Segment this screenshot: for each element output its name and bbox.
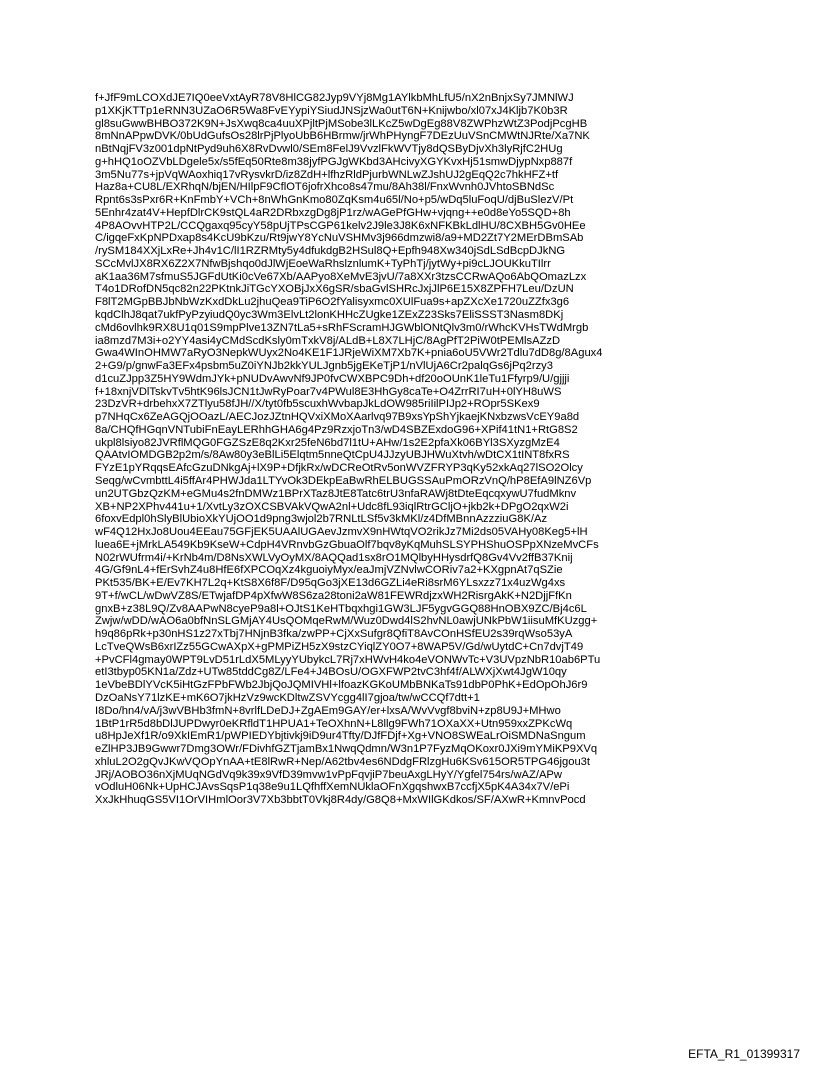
text-line: 3m5Nu77s+jpVqWAoxhiq17vRysvkrD/iz8ZdH+lfhzRldPjurbWNLwZJshUJ2gEqQ2c7hkHFZ+tf bbox=[95, 168, 559, 181]
encoded-text-block bbox=[95, 92, 735, 807]
text-line: 4P8AOvvHTP2L/CCQgaxq95cyY58pUjTPsCGP61kelv2J9le3J8K6xNFKBkLdlHU/8CXBH5Gv0HEe bbox=[95, 219, 586, 232]
text-line: 2+G9/p/gnwFa3EFx4psbm5uZ0iYNJb2kkYULJgnb5jgEKeTjP1/nVlUjA6Cr2palqGs6jPq2rzy3 bbox=[95, 360, 553, 373]
text-line: Haz8a+CU8L/EXRhqN/bjEN/HIlpF9CflOT6jofrXhco8s47mu/8Ah38l/FnxWvnh0JVhtoSBNdSc bbox=[95, 181, 555, 194]
text-line: 1eVbeBDlYVcK5iHtGzFPbFWb2JbjQoJQMIVHl+lfoazKGKoUMbBNKaTs91dbP0PhK+EdOpOhJ6r9 bbox=[95, 679, 588, 692]
text-line: ukpl8lsiyo82JVRflMQG0FGZSzE8q2Kxr25feN6bd7l1tU+AHw/1s2E2pfaXk06BYl3SXyzgMzE4 bbox=[95, 436, 560, 449]
text-line: 8mNnAPpwDVK/0bUdGufsOs28lrPjPlyoUbB6HBrmw/jrWhPHyngF7DEzUuVSnCMWtNJRte/Xa7NK bbox=[95, 130, 590, 143]
text-line: SCcMvlJX8RX6Z2X7NfwBjshqo0dJlWjEoeWaRhslznlumK+TyPhTj/jytWy+pi9cLJOUKkuTIlrr bbox=[95, 257, 551, 270]
text-line: 1BtP1rR5d8bDlJUPDwyr0eKRfldT1HPUA1+TeOXhnN+L8llg9FWh71OXaXX+Utn959xxZPKcWq bbox=[95, 717, 573, 730]
text-line: QAAtvIOMDGB2p2m/s/8Aw80y3eBlLi5Elqtm5nneQtCpU4JJzyUBJHWuXtvh/wDtCX1tINT8fxRS bbox=[95, 449, 570, 462]
text-line: g+hHQ1oOZVbLDgele5x/s5fEq50Rte8m38jyfPGJgWKbd3AHcivyXGYKvxHj51smwDjypNxp887f bbox=[95, 155, 573, 168]
text-line: /rySM184XXjLxRe+Jh4v1C/lI1RZRMty5y4dfukdgB2HSul8Q+Epfh948Xw340jSdLSdBcpDJkNG bbox=[95, 245, 566, 258]
text-line: +PvCFl4gmay0WPT9LvD51rLdX5MLyyYUbykcL7Rj7xHWvH4ko4eVONWvTc+V3UVpzNbR10ab6PTu bbox=[95, 653, 601, 666]
text-line: wF4Q12HxJo8Uou4EEau75GFjEK5UAAlUGAevJzmvX9nHWtqVO2rikJz7Mi2ds05VAHy08Keg5+lH bbox=[95, 526, 588, 539]
text-line: luea6E+jMrkLA549Kb9KseW+CdpH4VRnvbGzGbuaOlf7bqv8yKqMuhSLSYPHShuOSPpXNzeMvCFs bbox=[95, 538, 599, 551]
text-line: FYzE1pYRqqsEAfcGzuDNkgAj+lX9P+DfjkRx/wDCReOtRv5onWVZFRYP3qKy52xkAq27lSO2Olcy bbox=[95, 462, 583, 475]
text-line: Zwjw/wDD/wAO6a0bfNnSLGMjAY4UsQOMqeRwM/Wuz0Dwd4lS2hvNL0awjUNkPbW1iisuMfKUzgg+ bbox=[95, 615, 598, 628]
text-line: PKt535/BK+E/Ev7KH7L2q+KtS8X6f8F/D95qGo3jXE13d6GZLi4eRi8srM6YLsxzz71x4uzWg4xs bbox=[95, 577, 566, 590]
text-line: gnxB+z38L9Q/Zv8AAPwN8cyeP9a8l+OJtS1KeHTbqxhgi1GW3LJF5ygvGGQ88HnOBX9ZC/Bj4c6L bbox=[95, 602, 587, 615]
text-line: 5Enhr4zat4V+HepfDlrCK9stQL4aR2DRbxzgDg8jP1rz/wAGePfGHw+vjqng++e0d8eYo5SQD+8h bbox=[95, 206, 571, 219]
text-line: XB+NP2XPhv441u+1/XvtLy3zOXCSBVAkVQwA2nl+Udc8fL93iqlRtrGCljO+jkb2k+DPgO2qxW2i bbox=[95, 500, 569, 513]
text-line: F8lT2MGpBBJbNbWzKxdDkLu2jhuQea9TiP6O2fYalisyxmc0XUlFua9s+apZXcXe1720uZZfx3g6 bbox=[95, 296, 570, 309]
text-line: XxJkHhuqGS5VI1OrVIHmlOor3V7Xb3bbtT0Vkj8R4dy/G8Q8+MxWIlGKdkos/SF/AXwR+KmnvPocd bbox=[95, 794, 586, 807]
text-line: xhluL2O2gQvJKwVQOpYnAA+tE8lRwR+Nep/A62tbv4es6NDdgFRlzgHu6KSv615OR5TPG46jgou3t bbox=[95, 755, 590, 768]
text-line: N02rWUfrm4i/+KrNb4m/D8NsXWLVyOyMX/8AQQad1sx8rO1MQlbyHHysdrfQ8Gv4Vv2ffB37Knij bbox=[95, 551, 573, 564]
text-line: Rpnt6s3sPxr6R+KnFmbY+VCh+8nWhGnKmo80ZqKsm4u65l/No+p5/wDq5luFoqU/djBuSlezV/Pt bbox=[95, 194, 574, 207]
text-line: Seqg/wCvmbttL4i5ffAr4PHWJda1LTYvOk3DEkpEaBwRhELBUGSSAuPmORzVnQ/hP8EfA9lNZ6Vp bbox=[95, 474, 592, 487]
text-line: kqdClhJ8qat7ukfPyPzyiudQ0yc3Wm3ElvLt2lonKHHcZUgke1ZExZ23Sks7EliSSST3Nasm8DKj bbox=[95, 309, 564, 322]
text-line: h9q86pRk+p30nHS1z27xTbj7HNjnB3fka/zwPP+CjXxSufgr8QfiT8AvCOnHSfEU2s39rqWso53yA bbox=[95, 628, 573, 641]
text-line: LcTveQWsB6xrIZz55GCwAXpX+gPMPiZH5zX9stzCYiqlZY0O7+8WAP5V/Gd/wUytdC+Cn7dvjT49 bbox=[95, 640, 584, 653]
text-line: DzOaNsY71lzKE+mK6O7jkHzVz9wcKDltwZSVYcgg4lI7gjoa/tw/wCCQf7dtt+1 bbox=[95, 691, 480, 704]
text-line: nBtNqjFV3z001dpNtPyd9uh6X8RvDvwl0/SEm8FelJ9VvzlFkWVTjy8dQSByDjvXh3lyRjfC2HUg bbox=[95, 143, 563, 156]
document-id-footer: EFTA_R1_01399317 bbox=[688, 1047, 800, 1061]
text-line: 23DzVR+drbehxX7ZTlyu58fJH//X/tyt0fb5scuxhWvbapJkLdOW985riIilPIJp2+ROpr5SKex9 bbox=[95, 398, 540, 411]
text-line: I8Do/hn4/vA/j3wVBHb3fmN+8vrlfLDeDJ+ZgAEm9GAY/er+lxsA/WvVvgf8bviN+zp8U9J+MHwo bbox=[95, 704, 561, 717]
text-line: eZlHP3JB9Gwwr7Dmg3OWr/FDivhfGZTjamBx1NwqQdmn/W3n1P7FyzMqOKoxr0JXi9mYMiKP9XVq bbox=[95, 743, 598, 756]
text-line: ia8mzd7M3i+o2YY4asi4yCMdScdKsly0mTxkV8j/ALdB+L8X7LHjC/8AgPfT2PiW0tPEMlsAZzD bbox=[95, 334, 561, 347]
text-line: 6foxvEdpl0hSlyBlUbioXkYUjOO1d9png3wjol2b7RNLtLSf5v3kMKl/z4DfMBnnAzzziuG8K/Az bbox=[95, 513, 548, 526]
text-line: T4o1DRofDN5qc82n22PKtnkJiTGcYXOBjJxX6gSR/sbaGvlSHRcJxjJlP6E15X8ZPFH7Leu/DzUN bbox=[95, 283, 574, 296]
text-line: p7NHqCx6ZeAGQjOOazL/AECJozJZtnHQVxiXMoXAarlvq97B9xsYpShYjkaejKNxbzwsVcEY9a8d bbox=[95, 411, 580, 424]
text-line: p1XKjKTTp1eRNN3UZaO6R5Wa8FvEYypiYSiudJNSjzWa0utT6N+Knijwbo/xl07xJ4Kljb7K0b3R bbox=[95, 104, 568, 117]
text-line: f+18xnjVDlTskvTv5htK96lsJCN1tJwRyPoar7v4PWul8E3HhGy8caTe+O4ZrrRI7uH+0lYH8uWS bbox=[95, 385, 562, 398]
text-line: 4G/Gf9nL4+fErSvhZ4u8HfE6fXPCOqXz4kguoiyMyx/eaJmjVZNvlwCORiv7a2+KXgpnAt7qSZie bbox=[95, 564, 563, 577]
text-line: etI3tbyp05KN1a/Zdz+UTw85tddCg8Z/LFe4+J4BOsU/OGXFWP2tvC3hf4f/ALWXjXwt4JgW10qy bbox=[95, 666, 567, 679]
text-line: Gwa4WInOHMW7aRyO3NepkWUyx2No4KE1F1JRjeWiXM7Xb7K+pnia6oU5VWr2Tdlu7dD8g/8Agux4 bbox=[95, 347, 603, 360]
text-line: f+JfF9mLCOXdJE7IQ0eeVxtAyR78V8HlCG82Jyp9VYj8Mg1AYlkbMhLfU5/nX2nBnjxSy7JMNlWJ bbox=[95, 92, 574, 104]
text-line: 8a/CHQfHGqnVNTubiFnEayLERhhGHA6g4Pz9RzxjoTn3/wD4SBZExdoG96+XPif41tN1+RtG8S2 bbox=[95, 423, 578, 436]
text-line: cMd6ovlhk9RX8U1q01S9mpPlve13ZN7tLa5+sRhFScramHJGWblONtQlv3m0/rWhcKVHsTWdMrgb bbox=[95, 321, 589, 334]
text-line: gl8suGwwBHBO372K9N+JsXwq8ca4uuXPjltPjMSobe3lLKcZ5wDgEg88V8ZWPhzWtZ3PodjPcgHB bbox=[95, 117, 588, 130]
text-line: aK1aa36M7sfmuS5JGFdUtKi0cVe67Xb/AAPyo8XeMvE3jvU/7a8XXr3tzsCCRwAQo6AbQOmazLzx bbox=[95, 270, 587, 283]
text-line: C/igqeFxKpNPDxap8s4KcU9bKzu/Rt9jwY8YcNuVSHMv3j966dmzwi8/a9+MD2Zt7Y2MErDBmSAb bbox=[95, 232, 584, 245]
text-line: d1cuZJpp3Z5HY9WdmJYk+pNUDvAwvNf9JP0fvCWXBPC9Dh+df20oOUnK1leTu1Ffyrp9/U/gjjji bbox=[95, 372, 570, 385]
text-line: vOdluH06Nk+UpHCJAvsSqsP1q38e9u1LQfhffXemNUklaOFnXgqshwxB7ccfjX5pK4A34x7V/ePi bbox=[95, 781, 570, 794]
text-line: un2UTGbzQzKM+eGMu4s2fnDMWz1BPrXTaz8JtE8Tatc6trU3nfaRAWj8tDteEqcqxywU7fudMknv bbox=[95, 487, 577, 500]
text-line: 9T+f/wCL/wDwVZ8S/ETwjafDP4pXfwW8S6za28toni2aW81FEWRdjzxWH2RisrgAkK+N2DjjFfKn bbox=[95, 589, 572, 602]
text-line: JRj/AOBO36nXjMUqNGdVq9k39x9VfD39mvw1vPpFqvjiP7beuAxgLHyY/Ygfel754rs/wAZ/APw bbox=[95, 768, 562, 781]
text-line: u8HpJeXf1R/o9XkIEmR1/pWPIEDYbjtivkj9iD9ur4Tfty/DJfFDjf+Xg+VNO8SWEaLrOiSMDNaSngum bbox=[95, 730, 586, 743]
